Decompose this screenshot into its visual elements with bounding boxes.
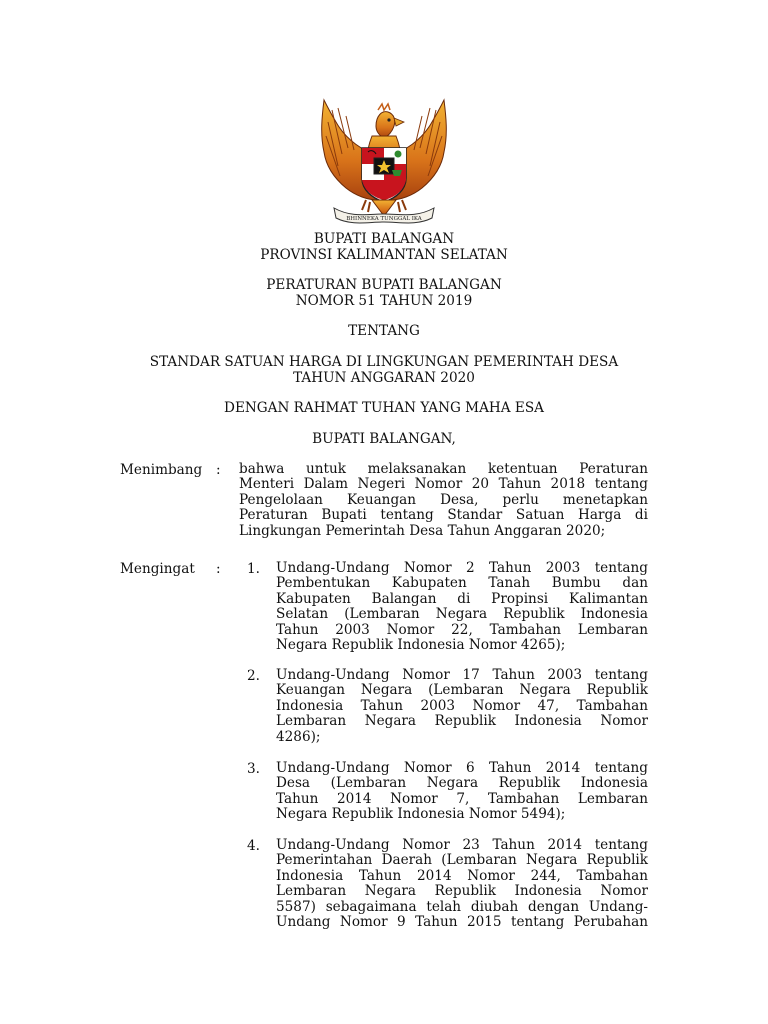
list-item-number: 1. xyxy=(247,561,260,577)
paragraph-line: Pengelolaan Keuangan Desa, perlu menetapkan xyxy=(239,491,648,508)
regulation-title: PERATURAN BUPATI BALANGAN xyxy=(266,277,502,293)
paragraph-line: Indonesia Tahun 2014 Nomor 244, Tambahan xyxy=(276,867,648,884)
list-item xyxy=(276,838,648,930)
paragraph-line: Negara Republik Indonesia Nomor 4265); xyxy=(276,636,566,653)
menimbang-paragraph xyxy=(239,462,648,539)
list-item xyxy=(276,761,648,823)
emblem-motto: BHINNEKA TUNGGAL IKA xyxy=(346,216,422,222)
paragraph-line: Peraturan Bupati tentang Standar Satuan Harga di xyxy=(239,507,648,524)
paragraph-line: Undang-Undang Nomor 2 Tahun 2003 tentang xyxy=(276,560,648,576)
paragraph-line: 5587) sebagaimana telah diubah dengan Undang- xyxy=(276,898,648,915)
paragraph-line: Undang-Undang Nomor 6 Tahun 2014 tentang xyxy=(276,760,648,776)
list-item xyxy=(276,668,648,745)
paragraph-line: Negara Republik Indonesia Nomor 5494); xyxy=(276,806,566,823)
paragraph-line: Indonesia Tahun 2003 Nomor 47, Tambahan xyxy=(276,697,648,714)
paragraph-line: Tahun 2003 Nomor 22, Tambahan Lembaran xyxy=(276,621,648,638)
mengingat-label: Mengingat xyxy=(120,561,195,577)
paragraph-line: 4286); xyxy=(276,728,321,745)
paragraph-line: Tahun 2014 Nomor 7, Tambahan Lembaran xyxy=(276,790,648,807)
list-item-number: 2. xyxy=(247,668,260,684)
subject-line-1: STANDAR SATUAN HARGA DI LINGKUNGAN PEMERINTAH DESA xyxy=(149,354,619,370)
paragraph-line: Menteri Dalam Negeri Nomor 20 Tahun 2018 tentang xyxy=(239,476,648,493)
paragraph-line: Lingkungan Pemerintah Desa Tahun Anggaran 2020; xyxy=(239,522,606,539)
province-title: PROVINSI KALIMANTAN SELATAN xyxy=(260,247,508,263)
regulation-number: NOMOR 51 TAHUN 2019 xyxy=(295,293,473,309)
subject-line-2: TAHUN ANGGARAN 2020 xyxy=(293,370,475,386)
paragraph-line: Selatan (Lembaran Negara Republik Indonesia xyxy=(276,606,648,623)
paragraph-line: Lembaran Negara Republik Indonesia Nomor xyxy=(276,883,648,900)
paragraph-line: Undang Nomor 9 Tahun 2015 tentang Perubahan xyxy=(276,913,648,930)
paragraph-line: Pemerintahan Daerah (Lembaran Negara Republik xyxy=(276,852,648,869)
menimbang-colon: : xyxy=(216,462,221,478)
office-title: BUPATI BALANGAN xyxy=(313,231,455,247)
mengingat-colon: : xyxy=(216,561,221,577)
paragraph-line: Undang-Undang Nomor 23 Tahun 2014 tentang xyxy=(276,837,648,853)
paragraph-line: Lembaran Negara Republik Indonesia Nomor xyxy=(276,713,648,730)
paragraph-line: bahwa untuk melaksanakan ketentuan Peraturan xyxy=(239,461,648,477)
list-item-number: 3. xyxy=(247,761,260,777)
garuda-pancasila-emblem xyxy=(312,96,456,228)
about-heading: TENTANG xyxy=(348,323,420,339)
paragraph-line: Undang-Undang Nomor 17 Tahun 2003 tentang xyxy=(276,667,648,683)
paragraph-line: Pembentukan Kabupaten Tanah Bumbu dan xyxy=(276,575,648,592)
list-item xyxy=(276,561,648,653)
list-item-number: 4. xyxy=(247,838,260,854)
paragraph-line: Desa (Lembaran Negara Republik Indonesia xyxy=(276,775,648,792)
paragraph-line: Keuangan Negara (Lembaran Negara Republik xyxy=(276,682,648,699)
menimbang-label: Menimbang xyxy=(120,462,203,478)
invocation: DENGAN RAHMAT TUHAN YANG MAHA ESA xyxy=(224,400,544,416)
paragraph-line: Kabupaten Balangan di Propinsi Kalimantan xyxy=(276,590,648,607)
regent-heading: BUPATI BALANGAN, xyxy=(312,431,456,447)
